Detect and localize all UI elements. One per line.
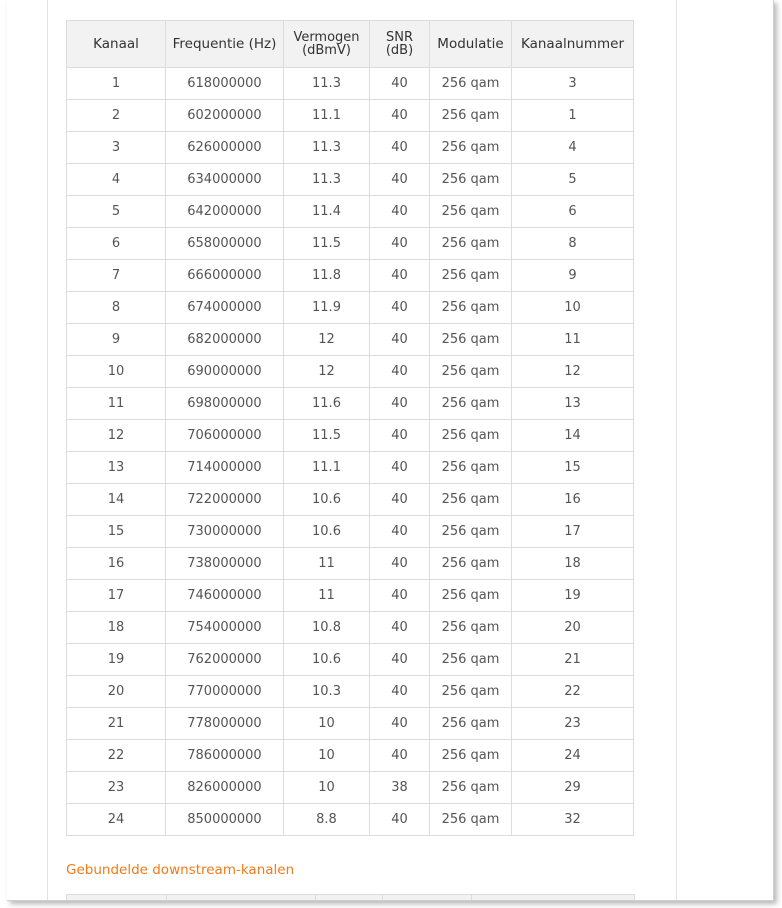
table-body [67, 68, 634, 836]
cell-power: 10.6 [284, 644, 370, 676]
cell-channel: 22 [67, 740, 166, 772]
cell-snr: 40 [370, 388, 430, 420]
cell-frequency: 690000000 [166, 356, 284, 388]
cell-snr: 40 [370, 484, 430, 516]
cell-power: 11.1 [284, 100, 370, 132]
cell-frequency: 658000000 [166, 228, 284, 260]
cell-snr: 40 [370, 196, 430, 228]
header-snr-line2: (dB) [385, 43, 414, 58]
cell-power: 11.3 [284, 164, 370, 196]
table-row [67, 644, 634, 676]
cell-channel: 13 [67, 452, 166, 484]
cell-frequency: 642000000 [166, 196, 284, 228]
cell-channel: 18 [67, 612, 166, 644]
cell-channel: 21 [67, 708, 166, 740]
table-row [67, 804, 634, 836]
cell-frequency: 626000000 [166, 132, 284, 164]
cell-channel-number: 21 [512, 644, 634, 676]
cell-modulation: 256 qam [430, 356, 512, 388]
cell-power: 11.5 [284, 228, 370, 260]
cell-channel-number: 29 [512, 772, 634, 804]
header-frequency: Frequentie (Hz) [166, 21, 284, 68]
header-power-line2: (dBmV) [302, 43, 351, 58]
cell-channel-number: 22 [512, 676, 634, 708]
cell-channel: 1 [67, 68, 166, 100]
cell-channel: 12 [67, 420, 166, 452]
cell-channel-number: 17 [512, 516, 634, 548]
cell-power: 11.9 [284, 292, 370, 324]
cell-snr: 40 [370, 548, 430, 580]
cell-frequency: 746000000 [166, 580, 284, 612]
cell-channel-number: 14 [512, 420, 634, 452]
cell-frequency: 706000000 [166, 420, 284, 452]
table-row [67, 708, 634, 740]
table-row [67, 580, 634, 612]
cell-channel-number: 3 [512, 68, 634, 100]
cell-channel-number: 18 [512, 548, 634, 580]
cell-snr: 40 [370, 804, 430, 836]
cell-channel-number: 15 [512, 452, 634, 484]
table-row [67, 164, 634, 196]
cell-frequency: 618000000 [166, 68, 284, 100]
cell-channel: 20 [67, 676, 166, 708]
cell-modulation: 256 qam [430, 68, 512, 100]
cell-snr: 40 [370, 452, 430, 484]
cell-channel-number: 11 [512, 324, 634, 356]
cell-modulation: 256 qam [430, 484, 512, 516]
cell-frequency: 666000000 [166, 260, 284, 292]
table-row [67, 260, 634, 292]
cell-modulation: 256 qam [430, 548, 512, 580]
cell-channel: 15 [67, 516, 166, 548]
cell-modulation: 256 qam [430, 100, 512, 132]
cell-modulation: 256 qam [430, 132, 512, 164]
cell-snr: 40 [370, 612, 430, 644]
cell-snr: 40 [370, 68, 430, 100]
cell-channel-number: 9 [512, 260, 634, 292]
cell-channel-number: 5 [512, 164, 634, 196]
next-table-divider [471, 895, 472, 901]
cell-frequency: 778000000 [166, 708, 284, 740]
cell-power: 8.8 [284, 804, 370, 836]
cell-snr: 40 [370, 516, 430, 548]
table-row [67, 516, 634, 548]
cell-channel: 10 [67, 356, 166, 388]
header-power-line1: Vermogen [293, 30, 360, 45]
cell-channel: 17 [67, 580, 166, 612]
cell-modulation: 256 qam [430, 196, 512, 228]
header-modulation: Modulatie [430, 21, 512, 68]
cell-snr: 38 [370, 772, 430, 804]
cell-frequency: 850000000 [166, 804, 284, 836]
cell-snr: 40 [370, 260, 430, 292]
header-snr-line1: SNR [385, 30, 413, 45]
cell-channel: 14 [67, 484, 166, 516]
table-row [67, 420, 634, 452]
cell-modulation: 256 qam [430, 708, 512, 740]
cell-modulation: 256 qam [430, 676, 512, 708]
section-title-bonded-downstream: Gebundelde downstream-kanalen [66, 862, 295, 878]
cell-power: 10 [284, 740, 370, 772]
header-channel: Kanaal [67, 21, 166, 68]
header-snr [370, 21, 430, 68]
cell-snr: 40 [370, 676, 430, 708]
cell-channel: 8 [67, 292, 166, 324]
cell-channel-number: 1 [512, 100, 634, 132]
cell-channel: 3 [67, 132, 166, 164]
cell-modulation: 256 qam [430, 324, 512, 356]
cell-power: 12 [284, 324, 370, 356]
cell-snr: 40 [370, 132, 430, 164]
cell-frequency: 826000000 [166, 772, 284, 804]
cell-power: 11.3 [284, 68, 370, 100]
cell-modulation: 256 qam [430, 612, 512, 644]
cell-frequency: 674000000 [166, 292, 284, 324]
cell-frequency: 602000000 [166, 100, 284, 132]
cell-frequency: 682000000 [166, 324, 284, 356]
cell-modulation: 256 qam [430, 516, 512, 548]
table-row [67, 740, 634, 772]
cell-frequency: 698000000 [166, 388, 284, 420]
cell-channel-number: 12 [512, 356, 634, 388]
table-row [67, 612, 634, 644]
cell-channel: 24 [67, 804, 166, 836]
table-row [67, 548, 634, 580]
cell-modulation: 256 qam [430, 580, 512, 612]
cell-modulation: 256 qam [430, 804, 512, 836]
table-row [67, 196, 634, 228]
cell-channel: 11 [67, 388, 166, 420]
table-row [67, 100, 634, 132]
cell-power: 11.6 [284, 388, 370, 420]
table-row [67, 324, 634, 356]
cell-channel: 23 [67, 772, 166, 804]
cell-power: 11.3 [284, 132, 370, 164]
cell-power: 10.8 [284, 612, 370, 644]
table-row [67, 484, 634, 516]
cell-power: 10.3 [284, 676, 370, 708]
cell-snr: 40 [370, 580, 430, 612]
cell-modulation: 256 qam [430, 228, 512, 260]
cell-frequency: 754000000 [166, 612, 284, 644]
cell-modulation: 256 qam [430, 388, 512, 420]
cell-power: 10 [284, 708, 370, 740]
cell-channel-number: 19 [512, 580, 634, 612]
cell-channel-number: 23 [512, 708, 634, 740]
table-row [67, 132, 634, 164]
cell-power: 11 [284, 580, 370, 612]
next-table-divider [166, 895, 167, 901]
cell-channel: 6 [67, 228, 166, 260]
cell-power: 11 [284, 548, 370, 580]
cell-snr: 40 [370, 420, 430, 452]
cell-power: 11.4 [284, 196, 370, 228]
cell-power: 10.6 [284, 516, 370, 548]
cell-channel-number: 6 [512, 196, 634, 228]
cell-channel: 9 [67, 324, 166, 356]
cell-modulation: 256 qam [430, 772, 512, 804]
cell-channel-number: 20 [512, 612, 634, 644]
cell-snr: 40 [370, 164, 430, 196]
cell-snr: 40 [370, 228, 430, 260]
cell-frequency: 762000000 [166, 644, 284, 676]
cell-modulation: 256 qam [430, 292, 512, 324]
cell-channel-number: 8 [512, 228, 634, 260]
next-table-header-partial [66, 894, 635, 901]
cell-frequency: 714000000 [166, 452, 284, 484]
cell-power: 11.8 [284, 260, 370, 292]
next-table-divider [315, 895, 316, 901]
cell-channel: 19 [67, 644, 166, 676]
cell-modulation: 256 qam [430, 164, 512, 196]
cell-power: 10.6 [284, 484, 370, 516]
cell-snr: 40 [370, 356, 430, 388]
table-header-row [67, 21, 634, 68]
cell-frequency: 634000000 [166, 164, 284, 196]
cell-modulation: 256 qam [430, 452, 512, 484]
cell-power: 11.5 [284, 420, 370, 452]
cell-frequency: 770000000 [166, 676, 284, 708]
header-power [284, 21, 370, 68]
cell-channel: 5 [67, 196, 166, 228]
cell-frequency: 722000000 [166, 484, 284, 516]
cell-channel-number: 10 [512, 292, 634, 324]
cell-power: 12 [284, 356, 370, 388]
cell-power: 11.1 [284, 452, 370, 484]
cell-snr: 40 [370, 740, 430, 772]
cell-snr: 40 [370, 644, 430, 676]
cell-power: 10 [284, 772, 370, 804]
cell-modulation: 256 qam [430, 420, 512, 452]
cell-frequency: 786000000 [166, 740, 284, 772]
cell-channel-number: 4 [512, 132, 634, 164]
table-row [67, 388, 634, 420]
cell-channel: 7 [67, 260, 166, 292]
table-row [67, 228, 634, 260]
cell-modulation: 256 qam [430, 644, 512, 676]
cell-channel: 16 [67, 548, 166, 580]
cell-snr: 40 [370, 324, 430, 356]
cell-snr: 40 [370, 708, 430, 740]
cell-frequency: 730000000 [166, 516, 284, 548]
cell-frequency: 738000000 [166, 548, 284, 580]
next-table-divider [382, 895, 383, 901]
cell-channel: 2 [67, 100, 166, 132]
table-row [67, 68, 634, 100]
cell-channel-number: 32 [512, 804, 634, 836]
table-row [67, 772, 634, 804]
cell-channel-number: 24 [512, 740, 634, 772]
table-row [67, 676, 634, 708]
cell-channel: 4 [67, 164, 166, 196]
cell-channel-number: 13 [512, 388, 634, 420]
cell-channel-number: 16 [512, 484, 634, 516]
cell-modulation: 256 qam [430, 740, 512, 772]
cell-snr: 40 [370, 292, 430, 324]
table-row [67, 452, 634, 484]
window-frame [7, 0, 774, 901]
table-row [67, 356, 634, 388]
cell-modulation: 256 qam [430, 260, 512, 292]
cell-snr: 40 [370, 100, 430, 132]
header-channel-number: Kanaalnummer [512, 21, 634, 68]
downstream-channel-table [66, 20, 634, 836]
table-row [67, 292, 634, 324]
